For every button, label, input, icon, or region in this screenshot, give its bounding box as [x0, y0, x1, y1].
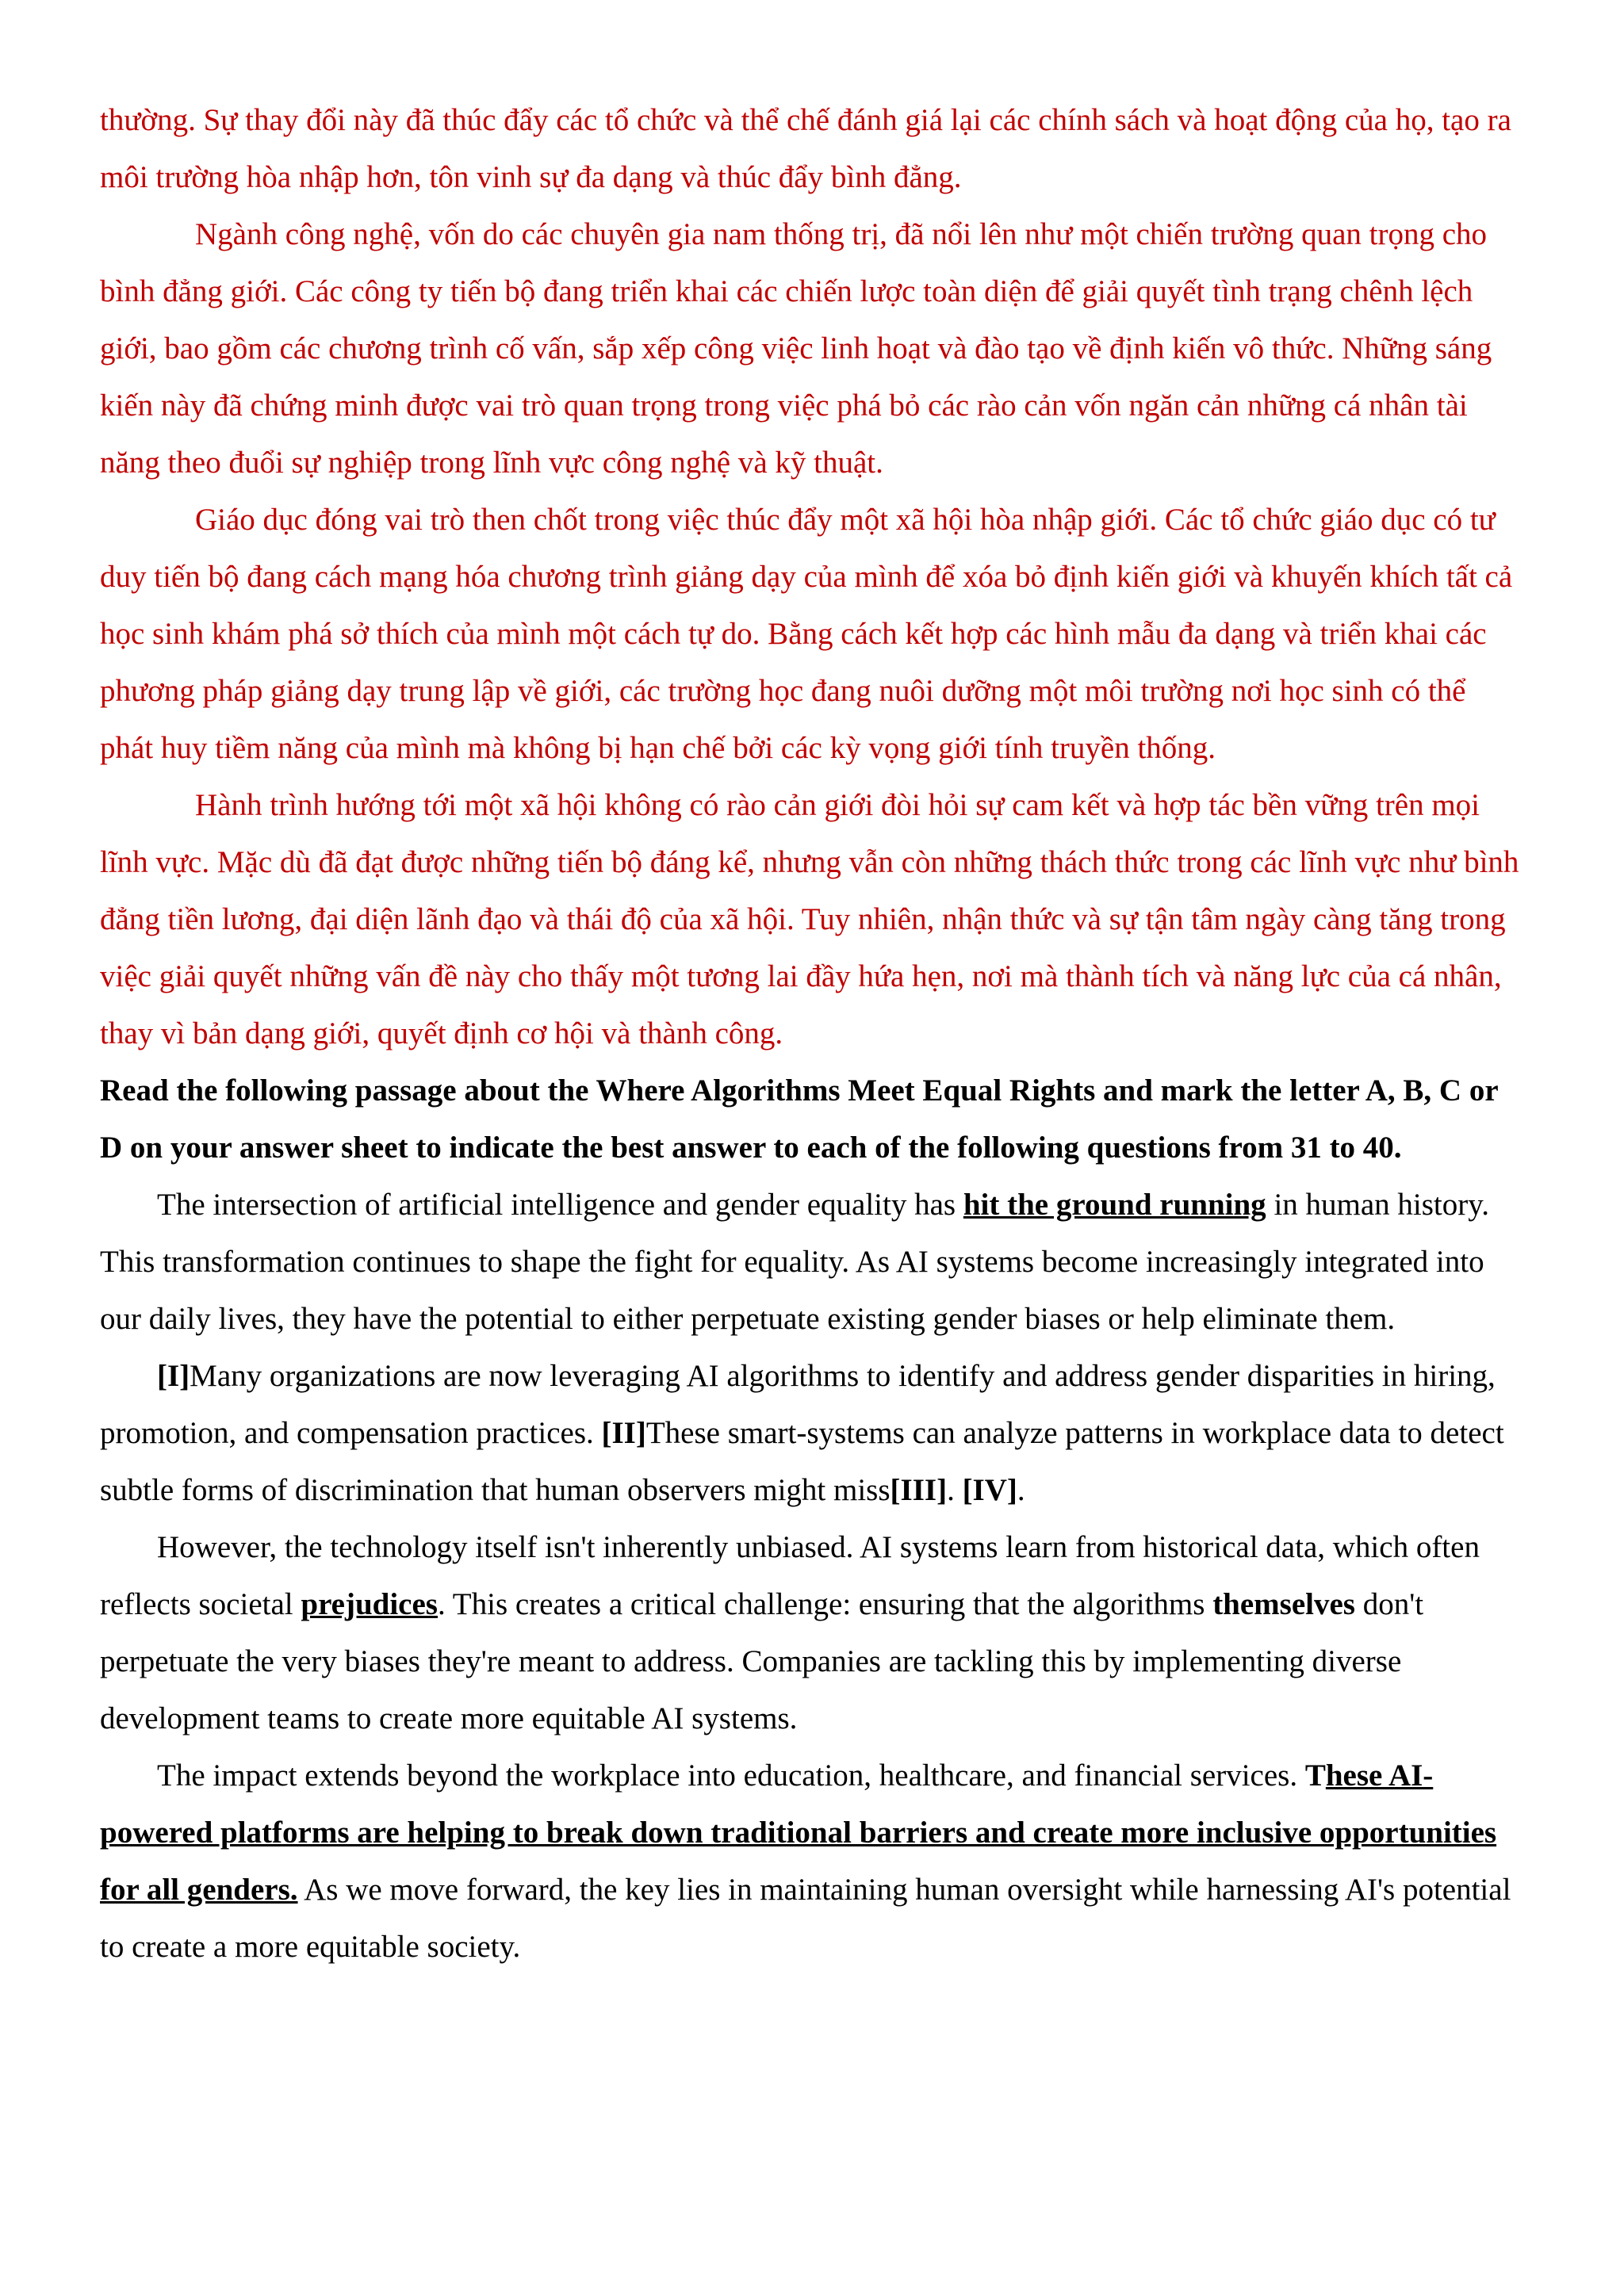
- p1-text-after: in human history. This transformation continues to shape the fight for equality. As AI systems become increasingly integrated into our daily lives, they have the potential to either perpetuate existing gender biases or help eliminate them.: [100, 1188, 1489, 1336]
- vn-paragraph-4: Hành trình hướng tới một xã hội không có rào cản giới đòi hỏi sự cam kết và hợp tác bền vững trên mọi lĩnh vực. Mặc dù đã đạt được những tiến bộ đáng kể, nhưng vẫn còn những thách thức trong các lĩnh vực như bình đẳng tiền lương, đại diện lãnh đạo và thái độ của xã hội. Tuy nhiên, nhận thức và sự tận tâm ngày càng tăng trong việc giải quyết những vấn đề này cho thấy một tương lai đầy hứa hẹn, nơi mà thành tích và năng lực của cá nhân, thay vì bản dạng giới, quyết định cơ hội và thành công.: [100, 788, 1519, 1050]
- p2-text-2: These smart-systems can analyze patterns in workplace data to detect subtle forms of discrimination that human observers might miss: [100, 1416, 1504, 1507]
- position-marker-ii: [II]: [601, 1416, 646, 1450]
- passage-paragraph-4: [100, 1747, 1524, 1976]
- reading-instruction: Read the following passage about the Where Algorithms Meet Equal Rights and mark the letter A, B, C or D on your answer sheet to indicate the best answer to each of the following questions from 31 to 40.: [100, 1073, 1498, 1165]
- p1-text-before: The intersection of artificial intelligence and gender equality has: [157, 1188, 963, 1222]
- passage-paragraph-1: [100, 1177, 1524, 1348]
- p3-text-2: . This creates a critical challenge: ensuring that the algorithms: [437, 1587, 1213, 1621]
- highlight-sentence-ai-platforms: hese AI-powered platforms are helping to break down traditional barriers and create more inclusive opportunities for all genders.: [100, 1758, 1497, 1907]
- p2-text-4: .: [1017, 1473, 1025, 1507]
- reading-passage: [100, 1177, 1524, 1976]
- highlight-word-prejudices: prejudices: [301, 1587, 438, 1621]
- p2-text-3: .: [947, 1473, 963, 1507]
- vn-paragraph-3: Giáo dục đóng vai trò then chốt trong việc thúc đẩy một xã hội hòa nhập giới. Các tổ chức giáo dục có tư duy tiến bộ đang cách mạng hóa chương trình giảng dạy của mình để xóa bỏ định kiến giới và khuyến khích tất cả học sinh khám phá sở thích của mình một cách tự do. Bằng cách kết hợp các hình mẫu đa dạng và triển khai các phương pháp giảng dạy trung lập về giới, các trường học đang nuôi dưỡng một môi trường nơi học sinh có thể phát huy tiềm năng của mình mà không bị hạn chế bởi các kỳ vọng giới tính truyền thống.: [100, 503, 1513, 765]
- p3-text-3: don't perpetuate the very biases they're meant to address. Companies are tackling this by implementing diverse development teams to create more equitable AI systems.: [100, 1587, 1424, 1735]
- bold-letter-t: T: [1304, 1758, 1326, 1793]
- highlight-phrase-hit-the-ground-running: hit the ground running: [963, 1188, 1266, 1222]
- vietnamese-translation: [100, 92, 1524, 1062]
- vn-paragraph-1: thường. Sự thay đổi này đã thúc đẩy các tổ chức và thể chế đánh giá lại các chính sách và hoạt động của họ, tạo ra môi trường hòa nhập hơn, tôn vinh sự đa dạng và thúc đẩy bình đẳng.: [100, 103, 1511, 194]
- p3-text-1: However, the technology itself isn't inherently unbiased. AI systems learn from historical data, which often reflects societal: [100, 1530, 1480, 1621]
- p2-text-1: Many organizations are now leveraging AI algorithms to identify and address gender disparities in hiring, promotion, and compensation practices.: [100, 1359, 1496, 1450]
- position-marker-iv: [IV]: [962, 1473, 1017, 1507]
- vn-paragraph-2: Ngành công nghệ, vốn do các chuyên gia nam thống trị, đã nổi lên như một chiến trường quan trọng cho bình đẳng giới. Các công ty tiến bộ đang triển khai các chiến lược toàn diện để giải quyết tình trạng chênh lệch giới, bao gồm các chương trình cố vấn, sắp xếp công việc linh hoạt và đào tạo về định kiến vô thức. Những sáng kiến này đã chứng minh được vai trò quan trọng trong việc phá bỏ các rào cản vốn ngăn cản những cá nhân tài năng theo đuổi sự nghiệp trong lĩnh vực công nghệ và kỹ thuật.: [100, 217, 1492, 480]
- bold-word-themselves: themselves: [1212, 1587, 1355, 1621]
- position-marker-i: [I]: [157, 1359, 190, 1393]
- position-marker-iii: [III]: [890, 1473, 948, 1507]
- passage-paragraph-3: [100, 1519, 1524, 1747]
- p4-text-2: As we move forward, the key lies in maintaining human oversight while harnessing AI's potential to create a more equitable society.: [100, 1873, 1511, 1964]
- passage-paragraph-2: [100, 1348, 1524, 1519]
- p4-text-1: The impact extends beyond the workplace into education, healthcare, and financial services.: [157, 1758, 1305, 1793]
